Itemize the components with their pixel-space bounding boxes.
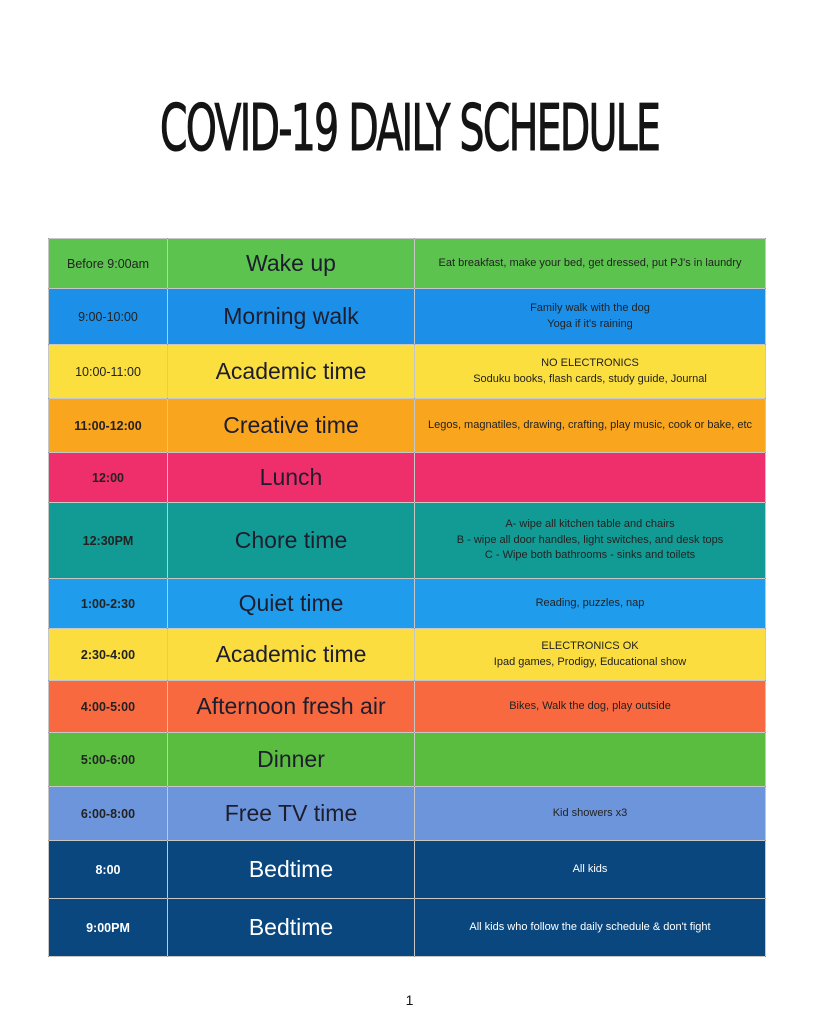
notes-cell [415, 239, 766, 289]
time-cell: 9:00PM [49, 899, 168, 957]
notes-cell [415, 453, 766, 503]
schedule-row [49, 239, 766, 289]
activity-cell: Free TV time [168, 787, 415, 841]
time-cell: Before 9:00am [49, 239, 168, 289]
schedule-row [49, 629, 766, 681]
note-line: Ipad games, Prodigy, Educational show [493, 655, 687, 668]
time-cell: 4:00-5:00 [49, 681, 168, 733]
notes-cell [415, 629, 766, 681]
page-number: 1 [405, 992, 414, 1008]
activity-cell: Afternoon fresh air [168, 681, 415, 733]
note-line: All kids who follow the daily schedule & don't fight [469, 920, 711, 933]
schedule-row [49, 681, 766, 733]
notes-cell [415, 579, 766, 629]
time-cell: 9:00-10:00 [49, 289, 168, 345]
time-cell: 8:00 [49, 841, 168, 899]
time-cell: 5:00-6:00 [49, 733, 168, 787]
time-cell: 10:00-11:00 [49, 345, 168, 399]
note-line: Bikes, Walk the dog, play outside [509, 699, 671, 712]
time-cell: 1:00-2:30 [49, 579, 168, 629]
activity-cell: Bedtime [168, 899, 415, 957]
note-line: Yoga if it's raining [547, 317, 633, 330]
schedule-row [49, 453, 766, 503]
notes-cell [415, 681, 766, 733]
note-line: A- wipe all kitchen table and chairs [505, 517, 675, 530]
note-line: Eat breakfast, make your bed, get dressed, put PJ's in laundry [438, 256, 742, 269]
notes-cell [415, 841, 766, 899]
schedule-row [49, 899, 766, 957]
note-line: NO ELECTRONICS [541, 356, 639, 369]
time-cell: 2:30-4:00 [49, 629, 168, 681]
activity-cell: Creative time [168, 399, 415, 453]
notes-cell [415, 399, 766, 453]
notes-cell [415, 733, 766, 787]
page-title: COVID-19 DAILY SCHEDULE [159, 92, 660, 166]
activity-cell: Quiet time [168, 579, 415, 629]
note-line: B - wipe all door handles, light switches, and desk tops [456, 533, 724, 546]
notes-cell [415, 899, 766, 957]
time-cell: 6:00-8:00 [49, 787, 168, 841]
activity-cell: Lunch [168, 453, 415, 503]
notes-cell [415, 503, 766, 579]
schedule-row [49, 787, 766, 841]
activity-cell: Academic time [168, 345, 415, 399]
activity-cell: Bedtime [168, 841, 415, 899]
time-cell: 12:00 [49, 453, 168, 503]
schedule-row [49, 289, 766, 345]
activity-cell: Academic time [168, 629, 415, 681]
schedule-row [49, 503, 766, 579]
activity-cell: Chore time [168, 503, 415, 579]
note-line: ELECTRONICS OK [541, 639, 639, 652]
activity-cell: Dinner [168, 733, 415, 787]
schedule-row [49, 579, 766, 629]
activity-cell: Morning walk [168, 289, 415, 345]
note-line: Legos, magnatiles, drawing, crafting, play music, cook or bake, etc [427, 418, 753, 431]
notes-cell [415, 787, 766, 841]
schedule-row [49, 733, 766, 787]
notes-cell [415, 345, 766, 399]
notes-cell [415, 289, 766, 345]
note-line: Reading, puzzles, nap [535, 596, 645, 609]
schedule-row [49, 841, 766, 899]
activity-cell: Wake up [168, 239, 415, 289]
time-cell: 11:00-12:00 [49, 399, 168, 453]
note-line: Family walk with the dog [530, 301, 650, 314]
schedule-table [48, 238, 766, 957]
note-line: Kid showers x3 [552, 806, 628, 819]
schedule-row [49, 399, 766, 453]
note-line: Soduku books, flash cards, study guide, Journal [473, 372, 707, 385]
note-line: C - Wipe both bathrooms - sinks and toilets [484, 549, 696, 562]
schedule-row [49, 345, 766, 399]
note-line: All kids [572, 862, 608, 875]
time-cell: 12:30PM [49, 503, 168, 579]
